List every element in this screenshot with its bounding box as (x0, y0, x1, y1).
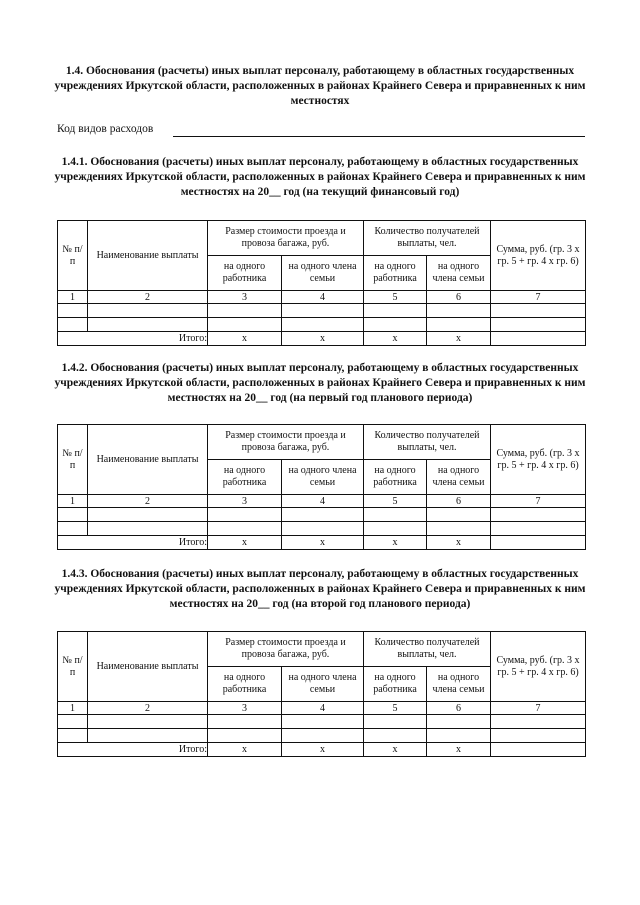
header-name: Наименование выплаты (88, 221, 208, 291)
table-cell[interactable] (88, 304, 208, 318)
table-cell[interactable] (427, 729, 491, 743)
table-cell[interactable] (88, 729, 208, 743)
table-cell[interactable] (58, 318, 88, 332)
table-cell[interactable] (364, 729, 427, 743)
header-recipients: Количество получателей выплаты, чел. (364, 632, 491, 667)
column-number: 7 (491, 702, 586, 715)
subheader-worker: на одного работника (364, 460, 427, 495)
table-cell[interactable] (58, 522, 88, 536)
total-label: Итого: (58, 536, 208, 550)
x-mark: x (282, 536, 364, 550)
table-cell[interactable] (208, 715, 282, 729)
header-num: № п/п (58, 425, 88, 495)
expense-code-field[interactable] (173, 136, 585, 137)
x-mark: x (208, 332, 282, 346)
expense-code-label: Код видов расходов (57, 123, 154, 135)
table-row (58, 715, 586, 729)
table-cell[interactable] (88, 522, 208, 536)
table-cell[interactable] (208, 508, 282, 522)
table-cell[interactable] (282, 304, 364, 318)
table-cell[interactable] (364, 508, 427, 522)
column-number: 2 (88, 291, 208, 304)
table-cell[interactable] (282, 508, 364, 522)
expense-code-row (57, 123, 585, 139)
section-1-title: 1.4.1. Обоснования (расчеты) иных выплат персоналу, работающему в областных государственных учреждениях Иркутской области, расположенных в районах Крайнего Севера и приравненных к ним местностях на 20__ год (на текущий финансовый год) (54, 156, 586, 198)
table-cell[interactable] (58, 715, 88, 729)
column-number-row (58, 291, 586, 304)
header-num: № п/п (58, 632, 88, 702)
column-number: 7 (491, 291, 586, 304)
table-cell[interactable] (208, 318, 282, 332)
subheader-family: на одного члена семьи (427, 667, 491, 702)
subheader-worker: на одного работника (208, 256, 282, 291)
table-cell[interactable] (427, 522, 491, 536)
section-3-table (57, 631, 586, 757)
total-row (58, 332, 586, 346)
x-mark: x (427, 536, 491, 550)
column-number: 4 (282, 702, 364, 715)
column-number: 2 (88, 702, 208, 715)
column-number: 3 (208, 702, 282, 715)
subheader-worker: на одного работника (208, 667, 282, 702)
table-cell[interactable] (58, 508, 88, 522)
table-cell[interactable] (58, 729, 88, 743)
column-number: 4 (282, 291, 364, 304)
header-num: № п/п (58, 221, 88, 291)
table-row (58, 508, 586, 522)
column-number: 7 (491, 495, 586, 508)
column-number: 1 (58, 495, 88, 508)
x-mark: x (427, 743, 491, 757)
subheader-worker: на одного работника (364, 667, 427, 702)
header-sum: Сумма, руб. (гр. 3 x гр. 5 + гр. 4 x гр. 6) (491, 632, 586, 702)
total-row (58, 743, 586, 757)
total-sum-cell[interactable] (491, 743, 586, 757)
x-mark: x (282, 743, 364, 757)
column-number: 3 (208, 495, 282, 508)
x-mark: x (364, 332, 427, 346)
subheader-family: на одного члена семьи (282, 667, 364, 702)
column-number: 2 (88, 495, 208, 508)
table-cell[interactable] (427, 715, 491, 729)
column-number-row (58, 702, 586, 715)
table-cell[interactable] (282, 522, 364, 536)
table-cell[interactable] (208, 522, 282, 536)
header-cost: Размер стоимости проезда и провоза багажа, руб. (208, 221, 364, 256)
table-cell[interactable] (208, 729, 282, 743)
table-cell[interactable] (282, 318, 364, 332)
table-cell[interactable] (208, 304, 282, 318)
header-name: Наименование выплаты (88, 425, 208, 495)
column-number: 1 (58, 702, 88, 715)
table-row (58, 729, 586, 743)
x-mark: x (208, 536, 282, 550)
section-2-table (57, 424, 586, 550)
total-label: Итого: (58, 743, 208, 757)
table-cell[interactable] (88, 715, 208, 729)
header-cost: Размер стоимости проезда и провоза багажа, руб. (208, 632, 364, 667)
header-recipients: Количество получателей выплаты, чел. (364, 425, 491, 460)
section-3-title: 1.4.3. Обоснования (расчеты) иных выплат персоналу, работающему в областных государственных учреждениях Иркутской области, расположенных в районах Крайнего Севера и приравненных к ним местностях на 20__ год (на второй год планового периода) (54, 568, 586, 610)
column-number-row (58, 495, 586, 508)
column-number: 5 (364, 291, 427, 304)
table-cell[interactable] (427, 304, 491, 318)
subheader-family: на одного члена семьи (427, 256, 491, 291)
subheader-worker: на одного работника (208, 460, 282, 495)
table-cell[interactable] (364, 304, 427, 318)
table-row (58, 304, 586, 318)
x-mark: x (282, 332, 364, 346)
header-name: Наименование выплаты (88, 632, 208, 702)
column-number: 1 (58, 291, 88, 304)
table-cell[interactable] (491, 522, 586, 536)
column-number: 4 (282, 495, 364, 508)
column-number: 5 (364, 702, 427, 715)
subheader-family: на одного члена семьи (282, 256, 364, 291)
column-number: 5 (364, 495, 427, 508)
subheader-family: на одного члена семьи (427, 460, 491, 495)
subheader-family: на одного члена семьи (282, 460, 364, 495)
section-2-title: 1.4.2. Обоснования (расчеты) иных выплат персоналу, работающему в областных государственных учреждениях Иркутской области, расположенных в районах Крайнего Севера и приравненных к ним местностях на 20__ год (на первый год планового периода) (54, 362, 586, 404)
total-sum-cell[interactable] (491, 332, 586, 346)
x-mark: x (364, 536, 427, 550)
total-label: Итого: (58, 332, 208, 346)
x-mark: x (364, 743, 427, 757)
header-cost: Размер стоимости проезда и провоза багажа, руб. (208, 425, 364, 460)
section-1-table (57, 220, 586, 346)
table-cell[interactable] (88, 508, 208, 522)
total-sum-cell[interactable] (491, 536, 586, 550)
table-cell[interactable] (491, 715, 586, 729)
table-row (58, 318, 586, 332)
column-number: 6 (427, 291, 491, 304)
table-cell[interactable] (282, 729, 364, 743)
header-sum: Сумма, руб. (гр. 3 x гр. 5 + гр. 4 x гр. 6) (491, 221, 586, 291)
total-row (58, 536, 586, 550)
column-number: 3 (208, 291, 282, 304)
subheader-worker: на одного работника (364, 256, 427, 291)
table-cell[interactable] (364, 522, 427, 536)
table-cell[interactable] (58, 304, 88, 318)
table-cell[interactable] (427, 508, 491, 522)
header-recipients: Количество получателей выплаты, чел. (364, 221, 491, 256)
table-cell[interactable] (491, 304, 586, 318)
table-cell[interactable] (427, 318, 491, 332)
table-row (58, 522, 586, 536)
table-cell[interactable] (491, 318, 586, 332)
column-number: 6 (427, 702, 491, 715)
table-cell[interactable] (491, 508, 586, 522)
table-cell[interactable] (364, 715, 427, 729)
table-cell[interactable] (364, 318, 427, 332)
x-mark: x (427, 332, 491, 346)
header-sum: Сумма, руб. (гр. 3 x гр. 5 + гр. 4 x гр. 6) (491, 425, 586, 495)
x-mark: x (208, 743, 282, 757)
column-number: 6 (427, 495, 491, 508)
main-title: 1.4. Обоснования (расчеты) иных выплат персоналу, работающему в областных государственных учреждениях Иркутской области, расположенных в районах Крайнего Севера и приравненных к ним местностях (54, 65, 586, 107)
table-cell[interactable] (282, 715, 364, 729)
table-cell[interactable] (491, 729, 586, 743)
table-cell[interactable] (88, 318, 208, 332)
